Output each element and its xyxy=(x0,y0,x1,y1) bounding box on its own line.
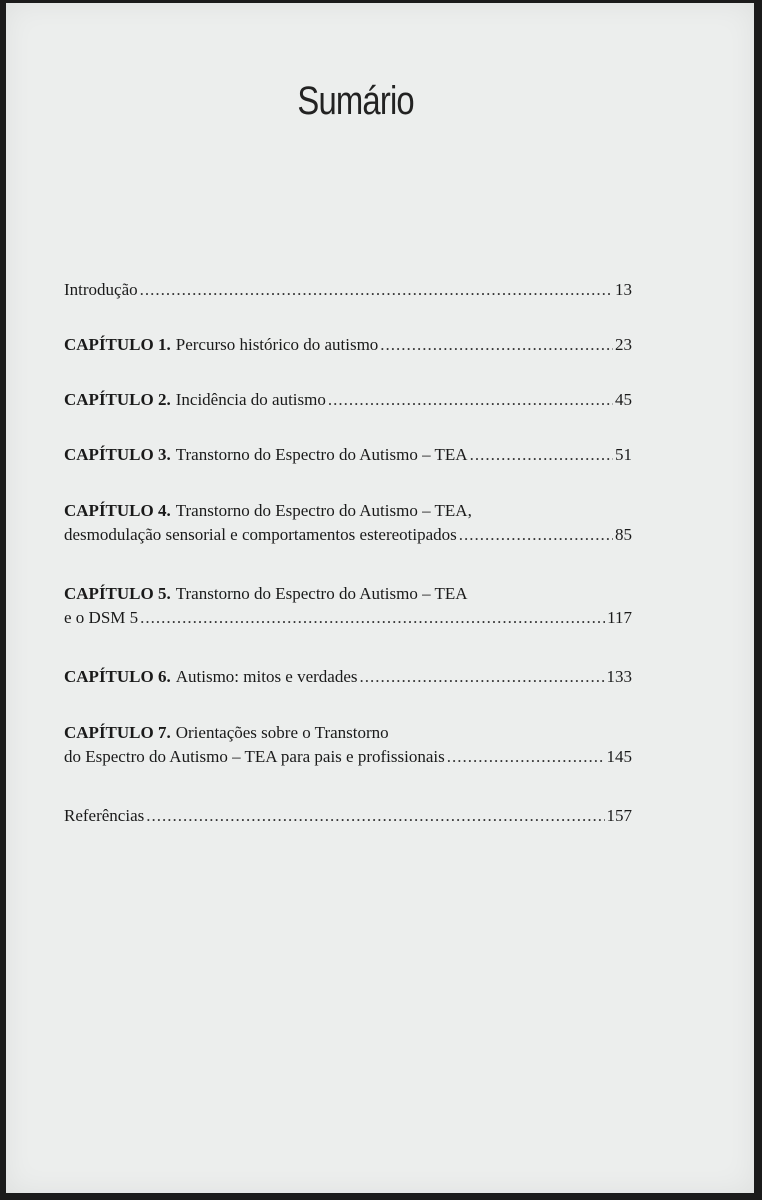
toc-entry-chapter-3 xyxy=(64,443,632,467)
page-number: 13 xyxy=(615,280,632,299)
toc-line xyxy=(64,278,632,302)
chapter-label: CAPÍTULO 7. xyxy=(64,723,171,742)
book-page xyxy=(6,3,754,1193)
entry-title: Introdução xyxy=(64,280,138,299)
toc-entry-chapter-1 xyxy=(64,333,632,357)
entry-title-continued: do Espectro do Autismo – TEA para pais e profissionais xyxy=(64,747,445,766)
page-number: 23 xyxy=(615,335,632,354)
dot-leader xyxy=(140,278,613,302)
entry-title: Transtorno do Espectro do Autismo – TEA xyxy=(175,445,468,464)
toc-line xyxy=(64,443,632,467)
page-number: 117 xyxy=(607,608,632,627)
dot-leader xyxy=(380,333,613,357)
toc-line xyxy=(64,665,632,689)
toc-entry-introducao xyxy=(64,278,632,302)
toc-entry-chapter-6 xyxy=(64,665,632,689)
page-number: 133 xyxy=(606,667,632,686)
chapter-label: CAPÍTULO 3. xyxy=(64,445,171,464)
page-number: 85 xyxy=(615,525,632,544)
entry-title: Transtorno do Espectro do Autismo – TEA xyxy=(175,584,468,603)
dot-leader xyxy=(470,443,613,467)
toc-entry-chapter-7 xyxy=(64,721,632,769)
toc-line xyxy=(64,582,632,606)
page-number: 157 xyxy=(606,806,632,825)
toc-line xyxy=(64,499,632,523)
toc-line xyxy=(64,745,632,769)
dot-leader xyxy=(140,606,605,630)
dot-leader xyxy=(360,665,605,689)
toc-line xyxy=(64,606,632,630)
entry-title: Incidência do autismo xyxy=(175,390,326,409)
entry-title-continued: e o DSM 5 xyxy=(64,608,139,627)
chapter-label: CAPÍTULO 1. xyxy=(64,335,171,354)
dot-leader xyxy=(328,388,613,412)
entry-title: Percurso histórico do autismo xyxy=(175,335,379,354)
page-number: 51 xyxy=(615,445,632,464)
chapter-label: CAPÍTULO 4. xyxy=(64,501,171,520)
dot-leader xyxy=(459,523,613,547)
toc-entry-chapter-4 xyxy=(64,499,632,547)
entry-title: Referências xyxy=(64,806,145,825)
entry-title: Transtorno do Espectro do Autismo – TEA, xyxy=(175,501,472,520)
toc-line xyxy=(64,523,632,547)
dot-leader xyxy=(447,745,605,769)
entry-title-continued: desmodulação sensorial e comportamentos estereotipados xyxy=(64,525,457,544)
toc-entry-referencias xyxy=(64,804,632,828)
chapter-label: CAPÍTULO 2. xyxy=(64,390,171,409)
page-title: Sumário xyxy=(297,79,414,123)
toc-entry-chapter-5 xyxy=(64,582,632,630)
toc-line xyxy=(64,333,632,357)
entry-title: Orientações sobre o Transtorno xyxy=(175,723,389,742)
toc-entry-chapter-2 xyxy=(64,388,632,412)
page-number: 145 xyxy=(606,747,632,766)
dot-leader xyxy=(146,804,604,828)
toc-line xyxy=(64,721,632,745)
page-number: 45 xyxy=(615,390,632,409)
toc-line xyxy=(64,804,632,828)
chapter-label: CAPÍTULO 6. xyxy=(64,667,171,686)
chapter-label: CAPÍTULO 5. xyxy=(64,584,171,603)
toc-line xyxy=(64,388,632,412)
entry-title: Autismo: mitos e verdades xyxy=(175,667,358,686)
